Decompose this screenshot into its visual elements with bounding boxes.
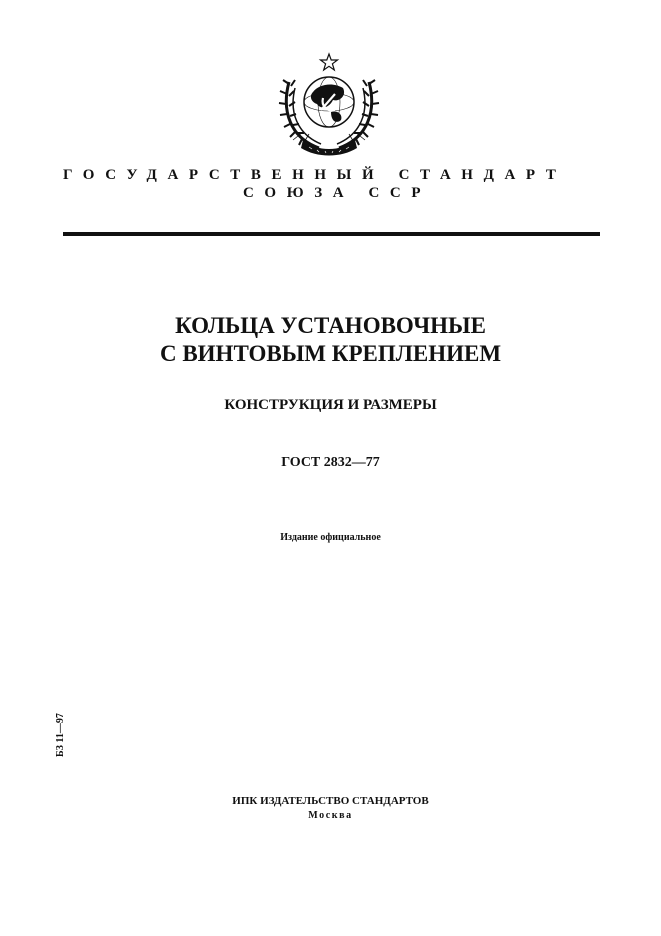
document-title-line-2: С ВИНТОВЫМ КРЕПЛЕНИЕМ	[159, 341, 502, 366]
header-line-2: СОЮЗА ССР	[243, 185, 432, 201]
header-divider	[63, 232, 600, 236]
edition-note: Издание официальное	[280, 532, 381, 543]
publisher-name: ИПК ИЗДАТЕЛЬСТВО СТАНДАРТОВ	[232, 795, 429, 807]
document-title-line-1: КОЛЬЦА УСТАНОВОЧНЫЕ	[175, 313, 486, 338]
side-code: БЗ 11—97	[55, 713, 66, 757]
header-line-1: ГОСУДАРСТВЕННЫЙ СТАНДАРТ	[63, 167, 567, 183]
standard-number: ГОСТ 2832—77	[281, 455, 380, 470]
ussr-state-emblem-icon	[273, 52, 385, 160]
publisher-city: Москва	[308, 810, 353, 821]
document-subtitle: КОНСТРУКЦИЯ И РАЗМЕРЫ	[224, 397, 437, 413]
